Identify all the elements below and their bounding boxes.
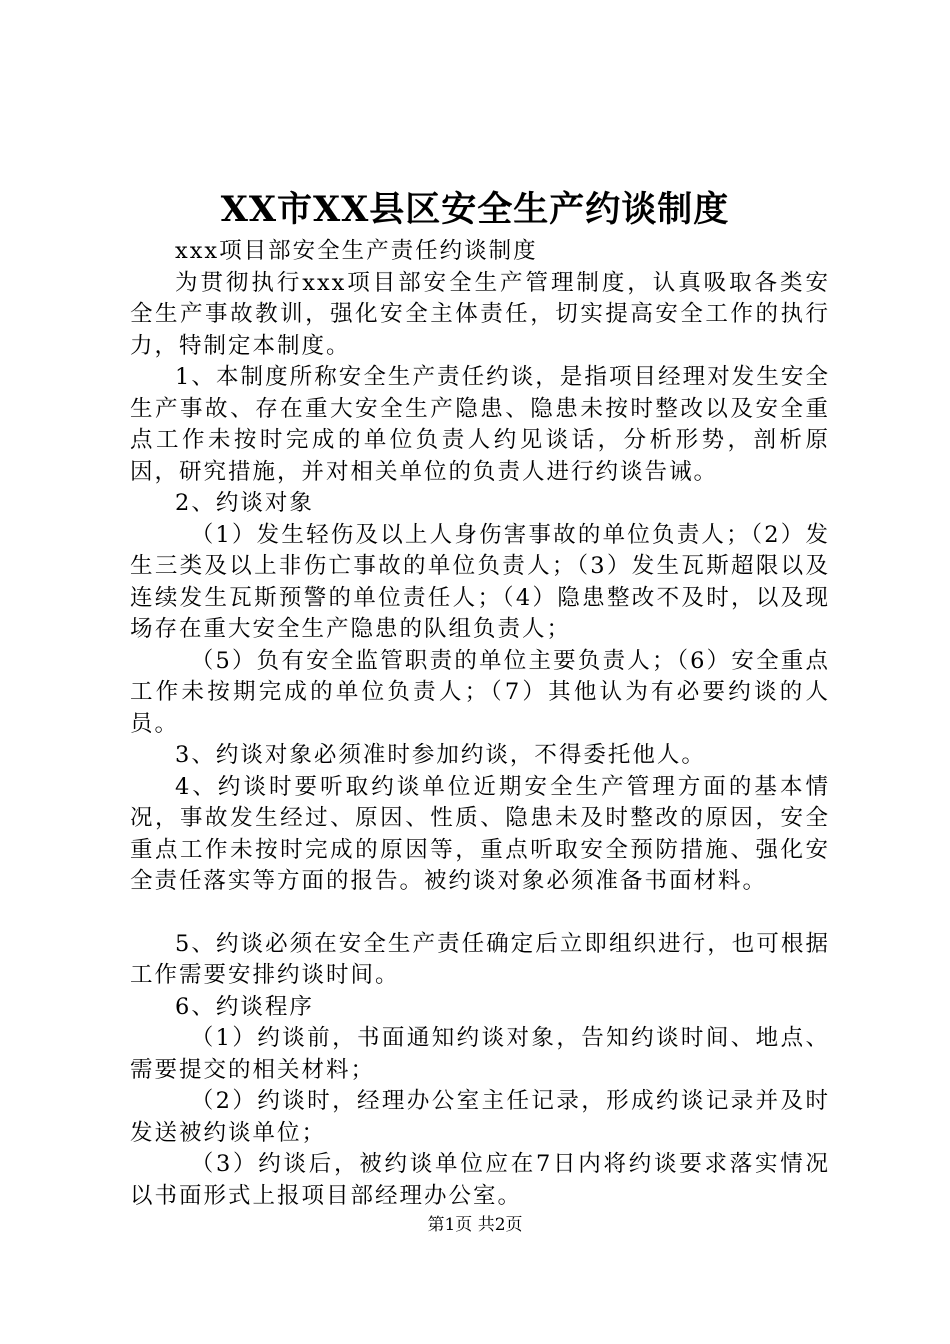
paragraph-item-2-list-b: （5）负有安全监管职责的单位主要负责人；（6）安全重点工作未按期完成的单位负责人；（7）其他认为有必要约谈的人员。 xyxy=(130,647,830,737)
paragraph-intro: 为贯彻执行xxx项目部安全生产管理制度，认真吸取各类安全生产事故教训，强化安全主体责任，切实提高安全工作的执行力，特制定本制度。 xyxy=(130,269,830,359)
paragraph-item-6-step-2: （2）约谈时，经理办公室主任记录，形成约谈记录并及时发送被约谈单位； xyxy=(130,1088,830,1146)
page-number-footer: 第1页 共2页 xyxy=(427,1215,523,1235)
paragraph-item-1: 1、本制度所称安全生产责任约谈，是指项目经理对发生安全生产事故、存在重大安全生产隐患、隐患未按时整改以及安全重点工作未按时完成的单位负责人约见谈话，分析形势，剖析原因，研究措施，并对相关单位的负责人进行约谈告诫。 xyxy=(130,364,830,485)
paragraph-item-4: 4、约谈时要听取约谈单位近期安全生产管理方面的基本情况，事故发生经过、原因、性质、隐患未及时整改的原因，安全重点工作未按时完成的原因等，重点听取安全预防措施、强化安全责任落实等方面的报告。被约谈对象必须准备书面材料。 xyxy=(130,773,830,894)
paragraph-item-3: 3、约谈对象必须准时参加约谈，不得委托他人。 xyxy=(175,742,706,768)
paragraph-item-6-step-3: （3）约谈后，被约谈单位应在7日内将约谈要求落实情况以书面形式上报项目部经理办公室。 xyxy=(130,1151,830,1209)
paragraph-item-5: 5、约谈必须在安全生产责任确定后立即组织进行，也可根据工作需要安排约谈时间。 xyxy=(130,930,830,988)
document-title: XX市XX县区安全生产约谈制度 xyxy=(220,189,730,230)
paragraph-item-2-list-a: （1）发生轻伤及以上人身伤害事故的单位负责人；（2）发生三类及以上非伤亡事故的单位负责人；（3）发生瓦斯超限以及连续发生瓦斯预警的单位责任人；（4）隐患整改不及时，以及现场存在重大安全生产隐患的队组负责人； xyxy=(130,521,830,642)
paragraph-item-2-heading: 2、约谈对象 xyxy=(175,490,314,516)
document-body xyxy=(130,236,830,1212)
paragraph-item-6-heading: 6、约谈程序 xyxy=(175,993,314,1020)
paragraph-item-6-step-1: （1）约谈前，书面通知约谈对象，告知约谈时间、地点、需要提交的相关材料； xyxy=(130,1025,830,1083)
paragraph-subtitle: xxx项目部安全生产责任约谈制度 xyxy=(175,238,538,264)
